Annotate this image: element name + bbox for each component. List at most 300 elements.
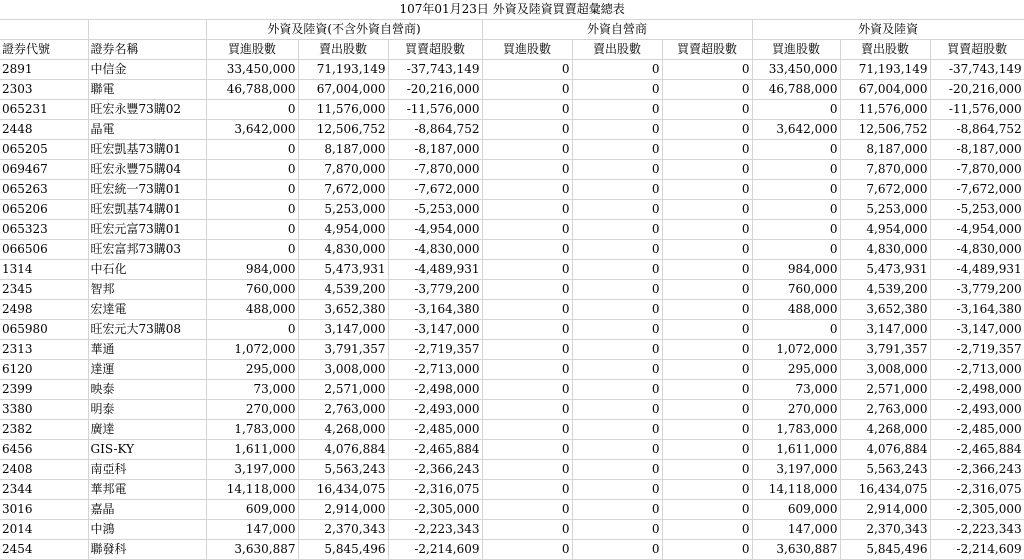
cell-net[interactable]: 0 (662, 460, 752, 480)
cell-name[interactable]: 嘉晶 (88, 500, 206, 520)
cell-net[interactable]: -3,779,200 (930, 280, 1024, 300)
cell-buy[interactable]: 1,783,000 (752, 420, 840, 440)
cell-net[interactable]: 0 (662, 180, 752, 200)
cell-net[interactable]: -4,954,000 (930, 220, 1024, 240)
cell-sell[interactable]: 0 (572, 520, 662, 540)
cell-sell[interactable]: 0 (572, 220, 662, 240)
cell-net[interactable]: 0 (662, 420, 752, 440)
cell-buy[interactable]: 0 (752, 180, 840, 200)
cell-buy[interactable]: 0 (482, 440, 572, 460)
column-header-row (0, 40, 1024, 60)
cell-sell[interactable]: 4,954,000 (298, 220, 388, 240)
cell-sell[interactable]: 0 (572, 420, 662, 440)
cell-net[interactable]: -3,164,380 (930, 300, 1024, 320)
cell-sell[interactable]: 16,434,075 (840, 480, 930, 500)
cell-sell[interactable]: 2,763,000 (840, 400, 930, 420)
cell-net[interactable]: -2,366,243 (388, 460, 482, 480)
cell-name[interactable]: 智邦 (88, 280, 206, 300)
cell-buy[interactable]: 0 (482, 500, 572, 520)
cell-buy[interactable]: 0 (482, 380, 572, 400)
cell-code[interactable]: 3016 (0, 500, 88, 520)
cell-sell[interactable]: 8,187,000 (840, 140, 930, 160)
cell-net[interactable]: 0 (662, 240, 752, 260)
cell-buy[interactable]: 0 (482, 360, 572, 380)
cell-name[interactable]: 聯電 (88, 80, 206, 100)
cell-net[interactable]: 0 (662, 340, 752, 360)
cell-name[interactable]: 宏達電 (88, 300, 206, 320)
cell-code[interactable]: 2408 (0, 460, 88, 480)
cell-name[interactable]: 達運 (88, 360, 206, 380)
cell-buy[interactable]: 3,630,887 (206, 540, 298, 560)
cell-buy[interactable]: 0 (482, 100, 572, 120)
cell-net[interactable]: -2,485,000 (930, 420, 1024, 440)
table-row (0, 220, 1024, 240)
cell-net[interactable]: -2,465,884 (930, 440, 1024, 460)
cell-sell[interactable]: 0 (572, 200, 662, 220)
cell-net[interactable]: 0 (662, 520, 752, 540)
cell-net[interactable]: -3,779,200 (388, 280, 482, 300)
cell-buy[interactable]: 1,611,000 (752, 440, 840, 460)
cell-buy[interactable]: 984,000 (752, 260, 840, 280)
cell-sell[interactable]: 4,830,000 (840, 240, 930, 260)
cell-net[interactable]: -4,830,000 (388, 240, 482, 260)
header-net[interactable]: 買賣超股數 (662, 40, 752, 60)
cell-buy[interactable]: 295,000 (752, 360, 840, 380)
cell-net[interactable]: -2,223,343 (388, 520, 482, 540)
cell-buy[interactable]: 984,000 (206, 260, 298, 280)
cell-buy[interactable]: 0 (206, 160, 298, 180)
cell-sell[interactable]: 3,652,380 (298, 300, 388, 320)
cell-net[interactable]: -3,147,000 (930, 320, 1024, 340)
cell-name[interactable]: 聯發科 (88, 540, 206, 560)
cell-net[interactable]: -2,498,000 (388, 380, 482, 400)
cell-buy[interactable]: 0 (482, 280, 572, 300)
cell-sell[interactable]: 2,571,000 (298, 380, 388, 400)
cell-sell[interactable]: 7,672,000 (298, 180, 388, 200)
cell-buy[interactable]: 33,450,000 (752, 60, 840, 80)
cell-net[interactable]: 0 (662, 540, 752, 560)
cell-sell[interactable]: 2,370,343 (840, 520, 930, 540)
cell-net[interactable]: -4,830,000 (930, 240, 1024, 260)
cell-net[interactable]: -8,864,752 (930, 120, 1024, 140)
cell-sell[interactable]: 4,076,884 (840, 440, 930, 460)
cell-sell[interactable]: 7,870,000 (298, 160, 388, 180)
cell-code[interactable]: 2454 (0, 540, 88, 560)
cell-sell[interactable]: 4,954,000 (840, 220, 930, 240)
cell-buy[interactable]: 46,788,000 (206, 80, 298, 100)
cell-name[interactable]: 旺宏凱基73購01 (88, 140, 206, 160)
cell-net[interactable]: 0 (662, 280, 752, 300)
cell-code[interactable]: 2014 (0, 520, 88, 540)
cell-buy[interactable]: 0 (482, 520, 572, 540)
cell-code[interactable]: 065206 (0, 200, 88, 220)
cell-buy[interactable]: 0 (482, 460, 572, 480)
header-name[interactable]: 證券名稱 (88, 40, 206, 60)
cell-buy[interactable]: 760,000 (206, 280, 298, 300)
cell-buy[interactable]: 488,000 (752, 300, 840, 320)
cell-buy[interactable]: 0 (206, 240, 298, 260)
cell-sell[interactable]: 11,576,000 (298, 100, 388, 120)
cell-name[interactable]: 旺宏富邦73購03 (88, 240, 206, 260)
cell-net[interactable]: -7,672,000 (930, 180, 1024, 200)
cell-buy[interactable]: 295,000 (206, 360, 298, 380)
cell-buy[interactable]: 270,000 (206, 400, 298, 420)
cell-sell[interactable]: 16,434,075 (298, 480, 388, 500)
cell-buy[interactable]: 73,000 (752, 380, 840, 400)
cell-code[interactable]: 2303 (0, 80, 88, 100)
cell-sell[interactable]: 3,147,000 (840, 320, 930, 340)
cell-name[interactable]: 廣達 (88, 420, 206, 440)
cell-sell[interactable]: 3,791,357 (298, 340, 388, 360)
cell-net[interactable]: -2,719,357 (930, 340, 1024, 360)
cell-net[interactable]: 0 (662, 100, 752, 120)
cell-sell[interactable]: 12,506,752 (298, 120, 388, 140)
table-row (0, 380, 1024, 400)
cell-buy[interactable]: 0 (752, 220, 840, 240)
cell-sell[interactable]: 4,539,200 (298, 280, 388, 300)
cell-sell[interactable]: 5,473,931 (298, 260, 388, 280)
cell-buy[interactable]: 3,642,000 (752, 120, 840, 140)
table-row (0, 140, 1024, 160)
cell-net[interactable]: -20,216,000 (388, 80, 482, 100)
cell-sell[interactable]: 67,004,000 (298, 80, 388, 100)
cell-sell[interactable]: 71,193,149 (298, 60, 388, 80)
cell-net[interactable]: -8,864,752 (388, 120, 482, 140)
cell-buy[interactable]: 0 (752, 100, 840, 120)
cell-code[interactable]: 069467 (0, 160, 88, 180)
cell-net[interactable]: 0 (662, 360, 752, 380)
cell-sell[interactable]: 4,076,884 (298, 440, 388, 460)
cell-net[interactable]: 0 (662, 60, 752, 80)
cell-buy[interactable]: 270,000 (752, 400, 840, 420)
cell-sell[interactable]: 0 (572, 380, 662, 400)
group-header-total[interactable]: 外資及陸資 (752, 20, 1024, 40)
cell-net[interactable]: -2,713,000 (388, 360, 482, 380)
cell-sell[interactable]: 0 (572, 400, 662, 420)
cell-sell[interactable]: 5,845,496 (298, 540, 388, 560)
cell-name[interactable]: 華邦電 (88, 480, 206, 500)
cell-net[interactable]: 0 (662, 300, 752, 320)
cell-sell[interactable]: 5,253,000 (840, 200, 930, 220)
cell-buy[interactable]: 0 (482, 120, 572, 140)
cell-net[interactable]: -2,493,000 (930, 400, 1024, 420)
cell-sell[interactable]: 0 (572, 160, 662, 180)
cell-sell[interactable]: 0 (572, 180, 662, 200)
table-row (0, 280, 1024, 300)
cell-buy[interactable]: 147,000 (752, 520, 840, 540)
cell-buy[interactable]: 0 (482, 140, 572, 160)
cell-name[interactable]: 旺宏凱基74購01 (88, 200, 206, 220)
cell-sell[interactable]: 5,845,496 (840, 540, 930, 560)
header-sell[interactable]: 賣出股數 (298, 40, 388, 60)
cell-buy[interactable]: 0 (482, 540, 572, 560)
cell-net[interactable]: 0 (662, 380, 752, 400)
cell-sell[interactable]: 5,563,243 (840, 460, 930, 480)
cell-sell[interactable]: 3,008,000 (840, 360, 930, 380)
group-header-foreign[interactable]: 外資及陸資(不含外資自營商) (206, 20, 482, 40)
cell-code[interactable]: 2382 (0, 420, 88, 440)
cell-net[interactable]: -20,216,000 (930, 80, 1024, 100)
header-sell[interactable]: 賣出股數 (840, 40, 930, 60)
cell-sell[interactable]: 0 (572, 140, 662, 160)
cell-buy[interactable]: 0 (206, 200, 298, 220)
cell-sell[interactable]: 0 (572, 260, 662, 280)
cell-code[interactable]: 065263 (0, 180, 88, 200)
cell-buy[interactable]: 0 (482, 240, 572, 260)
cell-net[interactable]: 0 (662, 500, 752, 520)
cell-net[interactable]: -2,214,609 (388, 540, 482, 560)
cell-code[interactable]: 2498 (0, 300, 88, 320)
cell-buy[interactable]: 0 (752, 320, 840, 340)
cell-buy[interactable]: 3,197,000 (752, 460, 840, 480)
header-buy[interactable]: 買進股數 (206, 40, 298, 60)
cell-net[interactable]: 0 (662, 400, 752, 420)
header-net[interactable]: 買賣超股數 (388, 40, 482, 60)
cell-name[interactable]: 旺宏永豐73購02 (88, 100, 206, 120)
cell-buy[interactable]: 1,611,000 (206, 440, 298, 460)
cell-net[interactable]: 0 (662, 220, 752, 240)
cell-sell[interactable]: 3,147,000 (298, 320, 388, 340)
header-net[interactable]: 買賣超股數 (930, 40, 1024, 60)
cell-sell[interactable]: 3,652,380 (840, 300, 930, 320)
cell-net[interactable]: -2,485,000 (388, 420, 482, 440)
cell-sell[interactable]: 7,672,000 (840, 180, 930, 200)
cell-sell[interactable]: 0 (572, 80, 662, 100)
cell-net[interactable]: -8,187,000 (388, 140, 482, 160)
cell-sell[interactable]: 2,370,343 (298, 520, 388, 540)
cell-code[interactable]: 065231 (0, 100, 88, 120)
cell-code[interactable]: 065323 (0, 220, 88, 240)
cell-buy[interactable]: 73,000 (206, 380, 298, 400)
cell-code[interactable]: 6120 (0, 360, 88, 380)
cell-buy[interactable]: 0 (482, 60, 572, 80)
cell-net[interactable]: -2,493,000 (388, 400, 482, 420)
blank-cell[interactable] (88, 20, 206, 40)
cell-net[interactable]: -4,954,000 (388, 220, 482, 240)
cell-net[interactable]: 0 (662, 160, 752, 180)
cell-sell[interactable]: 7,870,000 (840, 160, 930, 180)
header-sell[interactable]: 賣出股數 (572, 40, 662, 60)
cell-sell[interactable]: 0 (572, 280, 662, 300)
cell-buy[interactable]: 33,450,000 (206, 60, 298, 80)
cell-buy[interactable]: 0 (482, 400, 572, 420)
cell-sell[interactable]: 4,539,200 (840, 280, 930, 300)
cell-name[interactable]: 旺宏永豐75購04 (88, 160, 206, 180)
cell-net[interactable]: -7,870,000 (388, 160, 482, 180)
cell-sell[interactable]: 0 (572, 320, 662, 340)
cell-code[interactable]: 065205 (0, 140, 88, 160)
cell-sell[interactable]: 67,004,000 (840, 80, 930, 100)
cell-sell[interactable]: 0 (572, 540, 662, 560)
cell-buy[interactable]: 488,000 (206, 300, 298, 320)
cell-buy[interactable]: 1,783,000 (206, 420, 298, 440)
cell-net[interactable]: -37,743,149 (930, 60, 1024, 80)
cell-net[interactable]: -7,672,000 (388, 180, 482, 200)
cell-code[interactable]: 1314 (0, 260, 88, 280)
cell-net[interactable]: 0 (662, 200, 752, 220)
cell-name[interactable]: 旺宏元富73購01 (88, 220, 206, 240)
cell-buy[interactable]: 1,072,000 (752, 340, 840, 360)
cell-buy[interactable]: 0 (752, 140, 840, 160)
cell-sell[interactable]: 0 (572, 100, 662, 120)
cell-buy[interactable]: 0 (206, 100, 298, 120)
cell-buy[interactable]: 0 (482, 300, 572, 320)
cell-buy[interactable]: 147,000 (206, 520, 298, 540)
cell-buy[interactable]: 3,642,000 (206, 120, 298, 140)
header-buy[interactable]: 買進股數 (752, 40, 840, 60)
cell-net[interactable]: -5,253,000 (930, 200, 1024, 220)
cell-buy[interactable]: 0 (206, 140, 298, 160)
cell-buy[interactable]: 0 (752, 200, 840, 220)
cell-net[interactable]: -2,719,357 (388, 340, 482, 360)
cell-buy[interactable]: 0 (482, 80, 572, 100)
cell-buy[interactable]: 609,000 (206, 500, 298, 520)
cell-sell[interactable]: 4,268,000 (298, 420, 388, 440)
cell-buy[interactable]: 0 (752, 240, 840, 260)
cell-sell[interactable]: 0 (572, 360, 662, 380)
cell-sell[interactable]: 4,268,000 (840, 420, 930, 440)
cell-buy[interactable]: 0 (482, 340, 572, 360)
cell-sell[interactable]: 0 (572, 500, 662, 520)
cell-buy[interactable]: 14,118,000 (206, 480, 298, 500)
table-row (0, 80, 1024, 100)
cell-buy[interactable]: 0 (482, 260, 572, 280)
cell-net[interactable]: -2,305,000 (930, 500, 1024, 520)
cell-net[interactable]: -37,743,149 (388, 60, 482, 80)
cell-net[interactable]: -11,576,000 (388, 100, 482, 120)
cell-buy[interactable]: 0 (482, 320, 572, 340)
cell-net[interactable]: -3,164,380 (388, 300, 482, 320)
cell-buy[interactable]: 1,072,000 (206, 340, 298, 360)
cell-buy[interactable]: 0 (482, 160, 572, 180)
cell-net[interactable]: 0 (662, 440, 752, 460)
cell-sell[interactable]: 0 (572, 120, 662, 140)
cell-name[interactable]: 明泰 (88, 400, 206, 420)
cell-code[interactable]: 2344 (0, 480, 88, 500)
cell-sell[interactable]: 4,830,000 (298, 240, 388, 260)
cell-buy[interactable]: 760,000 (752, 280, 840, 300)
cell-code[interactable]: 2313 (0, 340, 88, 360)
cell-net[interactable]: -2,366,243 (930, 460, 1024, 480)
cell-net[interactable]: -2,713,000 (930, 360, 1024, 380)
cell-net[interactable]: -7,870,000 (930, 160, 1024, 180)
cell-name[interactable]: GIS-KY (88, 440, 206, 460)
cell-buy[interactable]: 0 (482, 200, 572, 220)
cell-net[interactable]: 0 (662, 480, 752, 500)
cell-code[interactable]: 2448 (0, 120, 88, 140)
cell-buy[interactable]: 14,118,000 (752, 480, 840, 500)
cell-net[interactable]: -4,489,931 (930, 260, 1024, 280)
cell-buy[interactable]: 0 (482, 180, 572, 200)
header-code[interactable]: 證券代號 (0, 40, 88, 60)
table-row (0, 260, 1024, 280)
cell-buy[interactable]: 0 (206, 220, 298, 240)
cell-name[interactable]: 中石化 (88, 260, 206, 280)
cell-buy[interactable]: 0 (482, 480, 572, 500)
cell-name[interactable]: 南亞科 (88, 460, 206, 480)
cell-sell[interactable]: 2,571,000 (840, 380, 930, 400)
cell-sell[interactable]: 3,008,000 (298, 360, 388, 380)
cell-name[interactable]: 映泰 (88, 380, 206, 400)
cell-sell[interactable]: 5,253,000 (298, 200, 388, 220)
cell-net[interactable]: -2,465,884 (388, 440, 482, 460)
cell-buy[interactable]: 3,197,000 (206, 460, 298, 480)
cell-sell[interactable]: 12,506,752 (840, 120, 930, 140)
table-row (0, 180, 1024, 200)
cell-sell[interactable]: 0 (572, 480, 662, 500)
cell-net[interactable]: -2,305,000 (388, 500, 482, 520)
cell-sell[interactable]: 71,193,149 (840, 60, 930, 80)
cell-sell[interactable]: 0 (572, 340, 662, 360)
cell-code[interactable]: 2399 (0, 380, 88, 400)
cell-sell[interactable]: 2,914,000 (298, 500, 388, 520)
cell-net[interactable]: -8,187,000 (930, 140, 1024, 160)
cell-code[interactable]: 2345 (0, 280, 88, 300)
cell-sell[interactable]: 0 (572, 300, 662, 320)
blank-cell[interactable] (0, 20, 88, 40)
cell-name[interactable]: 晶電 (88, 120, 206, 140)
cell-sell[interactable]: 0 (572, 240, 662, 260)
cell-buy[interactable]: 0 (206, 180, 298, 200)
cell-name[interactable]: 華通 (88, 340, 206, 360)
cell-buy[interactable]: 0 (482, 220, 572, 240)
cell-code[interactable]: 2891 (0, 60, 88, 80)
cell-sell[interactable]: 11,576,000 (840, 100, 930, 120)
cell-net[interactable]: -2,316,075 (930, 480, 1024, 500)
cell-name[interactable]: 中信金 (88, 60, 206, 80)
sheet-title[interactable]: 107年01月23日 外資及陸資買賣超彙總表 (0, 0, 1024, 20)
cell-buy[interactable]: 0 (482, 420, 572, 440)
cell-net[interactable]: 0 (662, 320, 752, 340)
cell-net[interactable]: 0 (662, 80, 752, 100)
group-header-dealer[interactable]: 外資自營商 (482, 20, 752, 40)
cell-name[interactable]: 中鴻 (88, 520, 206, 540)
cell-code[interactable]: 6456 (0, 440, 88, 460)
cell-sell[interactable]: 0 (572, 440, 662, 460)
cell-code[interactable]: 3380 (0, 400, 88, 420)
cell-sell[interactable]: 5,563,243 (298, 460, 388, 480)
cell-buy[interactable]: 0 (206, 320, 298, 340)
cell-buy[interactable]: 46,788,000 (752, 80, 840, 100)
cell-code[interactable]: 065980 (0, 320, 88, 340)
cell-sell[interactable]: 3,791,357 (840, 340, 930, 360)
cell-sell[interactable]: 0 (572, 460, 662, 480)
cell-net[interactable]: 0 (662, 120, 752, 140)
cell-net[interactable]: -2,498,000 (930, 380, 1024, 400)
cell-net[interactable]: -2,223,343 (930, 520, 1024, 540)
cell-name[interactable]: 旺宏元大73購08 (88, 320, 206, 340)
cell-net[interactable]: -3,147,000 (388, 320, 482, 340)
cell-net[interactable]: 0 (662, 140, 752, 160)
cell-net[interactable]: -2,214,609 (930, 540, 1024, 560)
cell-buy[interactable]: 609,000 (752, 500, 840, 520)
cell-net[interactable]: -11,576,000 (930, 100, 1024, 120)
cell-sell[interactable]: 5,473,931 (840, 260, 930, 280)
cell-sell[interactable]: 2,914,000 (840, 500, 930, 520)
header-buy[interactable]: 買進股數 (482, 40, 572, 60)
cell-buy[interactable]: 3,630,887 (752, 540, 840, 560)
cell-net[interactable]: -4,489,931 (388, 260, 482, 280)
cell-net[interactable]: -5,253,000 (388, 200, 482, 220)
cell-sell[interactable]: 8,187,000 (298, 140, 388, 160)
cell-code[interactable]: 066506 (0, 240, 88, 260)
cell-sell[interactable]: 0 (572, 60, 662, 80)
cell-buy[interactable]: 0 (752, 160, 840, 180)
cell-net[interactable]: 0 (662, 260, 752, 280)
cell-name[interactable]: 旺宏統一73購01 (88, 180, 206, 200)
cell-net[interactable]: -2,316,075 (388, 480, 482, 500)
cell-sell[interactable]: 2,763,000 (298, 400, 388, 420)
